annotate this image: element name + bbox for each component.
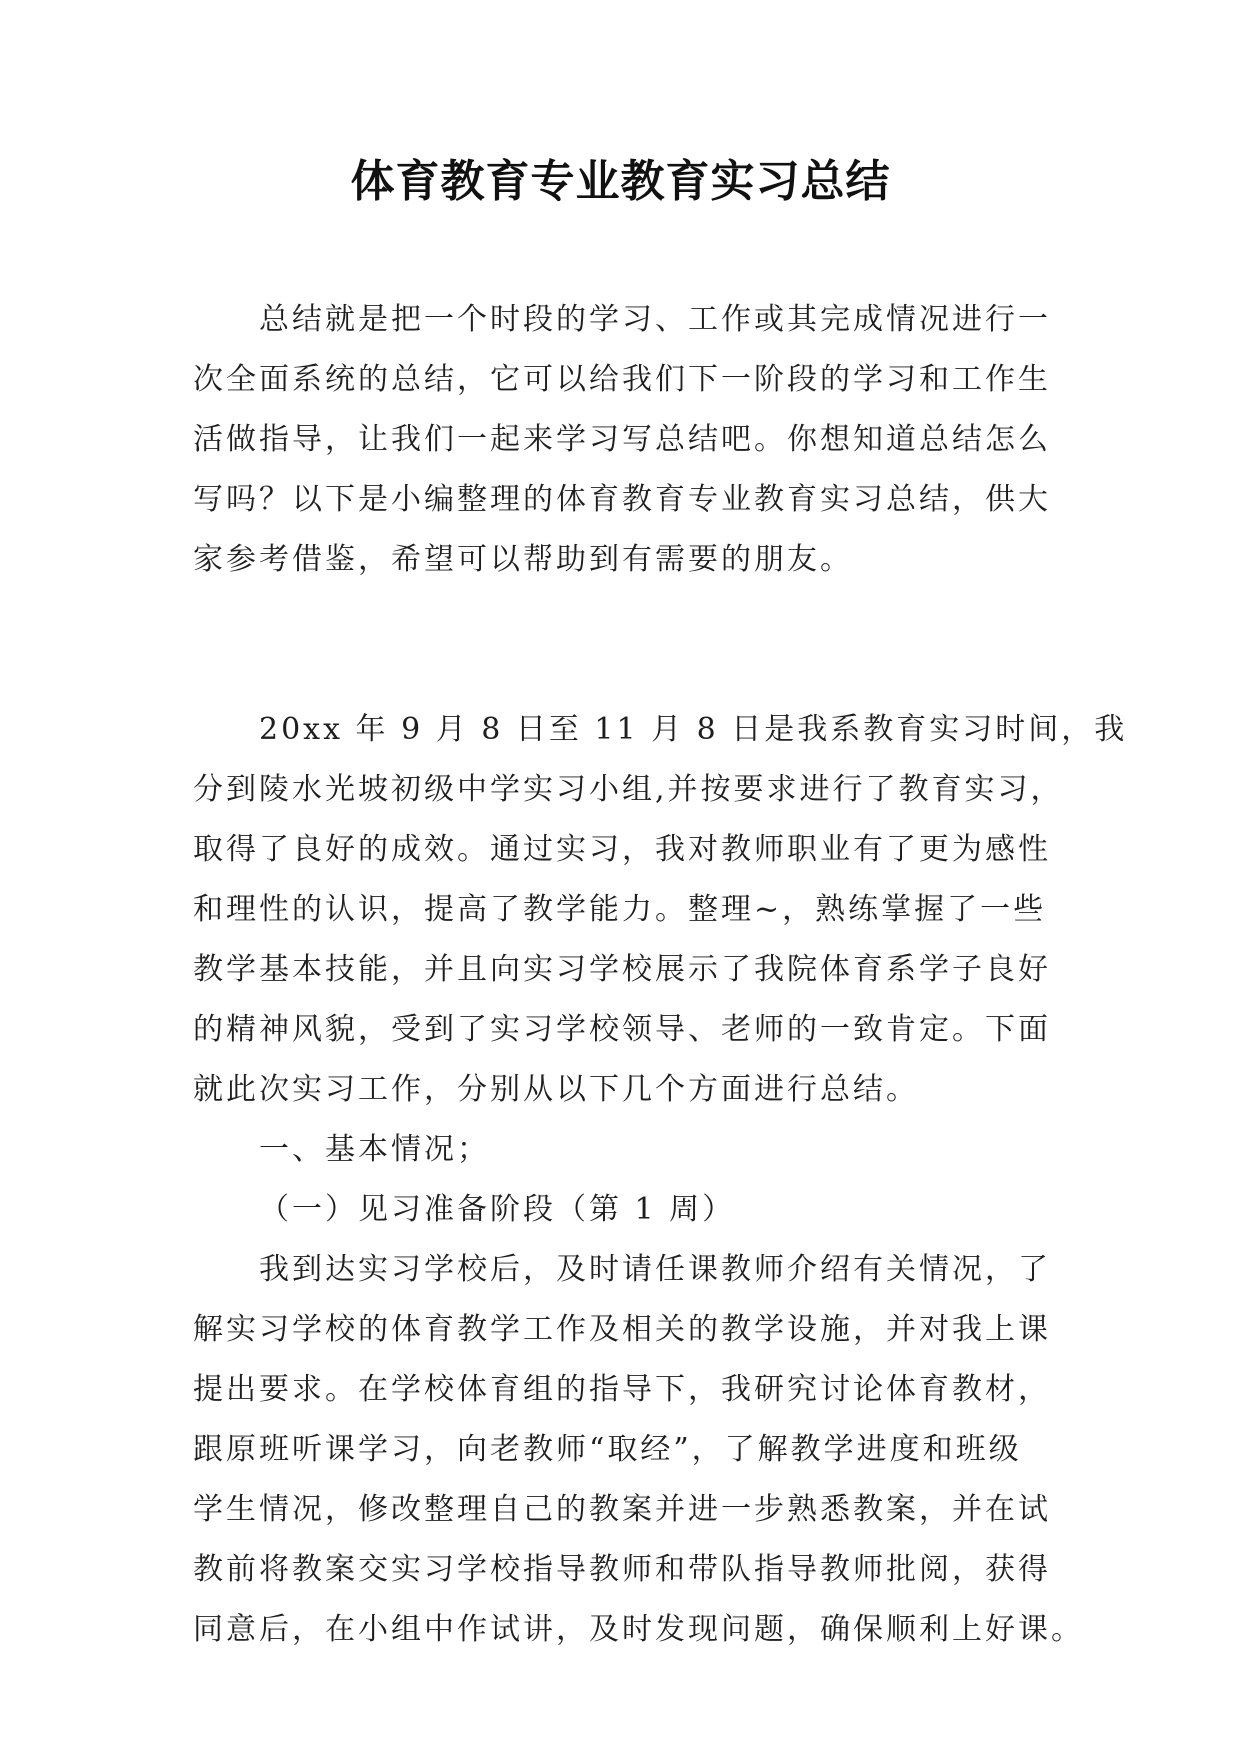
section-heading: 一、基本情况； bbox=[259, 1132, 490, 1167]
text-line: 家参考借鉴，希望可以帮助到有需要的朋友。 bbox=[193, 542, 853, 577]
text-line: 总结就是把一个时段的学习、工作或其完成情况进行一 bbox=[259, 302, 1051, 337]
text-line: 20xx 年 9 月 8 日至 11 月 8 日是我系教育实习时间，我 bbox=[259, 712, 1128, 747]
text-line: 教前将教案交实习学校指导教师和带队指导教师批阅，获得 bbox=[193, 1552, 1051, 1587]
text-line: 我到达实习学校后，及时请任课教师介绍有关情况，了 bbox=[259, 1252, 1051, 1287]
text-line: 分到陵水光坡初级中学实习小组,并按要求进行了教育实习， bbox=[193, 772, 1064, 807]
text-line: 写吗？以下是小编整理的体育教育专业教育实习总结，供大 bbox=[193, 482, 1051, 517]
text-line: 活做指导，让我们一起来学习写总结吧。你想知道总结怎么 bbox=[193, 422, 1051, 457]
text-line: 跟原班听课学习，向老教师“取经”，了解教学进度和班级 bbox=[193, 1432, 1022, 1467]
text-line: 解实习学校的体育教学工作及相关的教学设施，并对我上课 bbox=[193, 1312, 1051, 1347]
summary-paragraph bbox=[193, 700, 1128, 1120]
text-line: 取得了良好的成效。通过实习，我对教师职业有了更为感性 bbox=[193, 832, 1051, 867]
document-body bbox=[193, 290, 1128, 1660]
document-title: 体育教育专业教育实习总结 bbox=[350, 156, 891, 207]
text-line: 学生情况，修改整理自己的教案并进一步熟悉教案，并在试 bbox=[193, 1492, 1051, 1527]
text-line: 次全面系统的总结，它可以给我们下一阶段的学习和工作生 bbox=[193, 362, 1051, 397]
text-line: 教学基本技能，并且向实习学校展示了我院体育系学子良好 bbox=[193, 952, 1051, 987]
text-line: 同意后，在小组中作试讲，及时发现问题，确保顺利上好课。 bbox=[193, 1612, 1084, 1647]
text-line: 的精神风貌，受到了实习学校领导、老师的一致肯定。下面 bbox=[193, 1012, 1051, 1047]
text-line: 和理性的认识，提高了教学能力。整理~，熟练掌握了一些 bbox=[193, 892, 1047, 927]
preparation-paragraph bbox=[193, 1240, 1084, 1660]
paragraph-gap bbox=[193, 590, 1053, 700]
text-line: 就此次实习工作，分别从以下几个方面进行总结。 bbox=[193, 1072, 919, 1107]
intro-paragraph bbox=[193, 290, 1053, 590]
subsection-heading: （一）见习准备阶段（第 1 周） bbox=[259, 1192, 736, 1227]
text-line: 提出要求。在学校体育组的指导下，我研究讨论体育教材， bbox=[193, 1372, 1051, 1407]
